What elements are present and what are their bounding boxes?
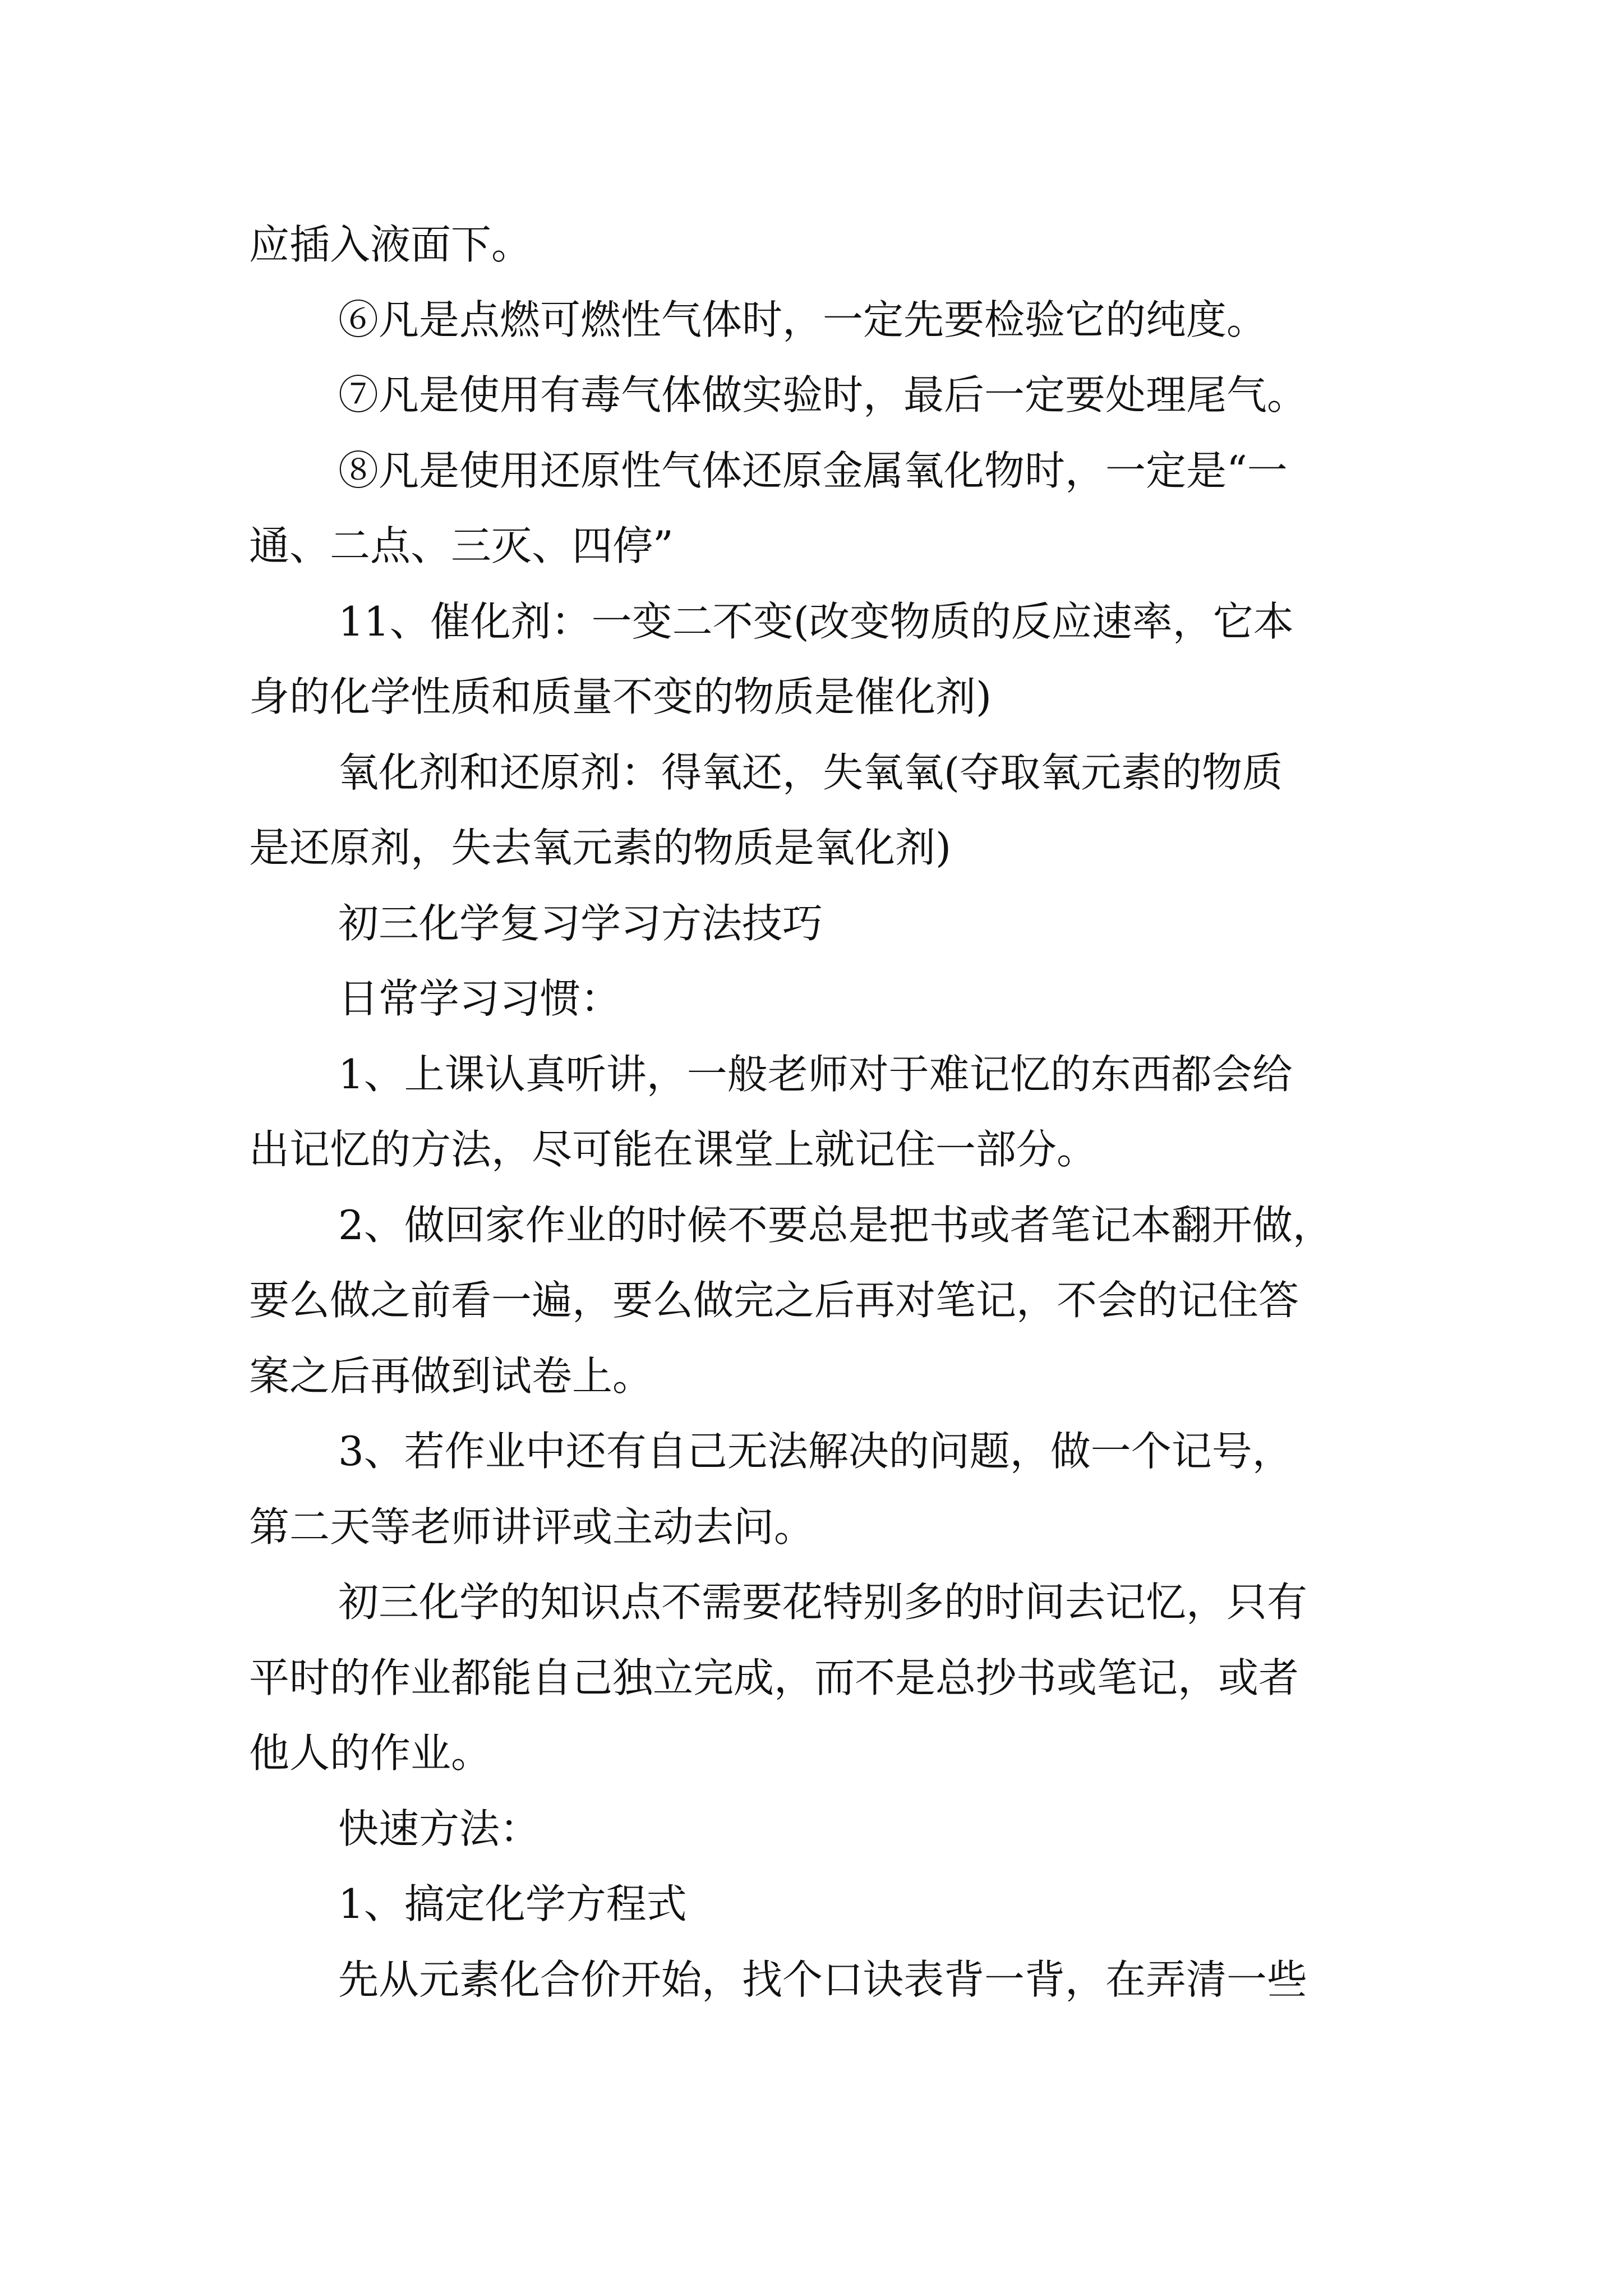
text-line-20: 平时的作业都能自己独立完成，而不是总抄书或笔记，或者 xyxy=(249,1654,1299,1701)
text-line-15: 要么做之前看一遍，要么做完之后再对笔记，不会的记住答 xyxy=(249,1277,1299,1324)
text-line-10: 初三化学复习学习方法技巧 xyxy=(338,900,823,947)
text-line-22: 快速方法： xyxy=(338,1805,541,1852)
text-line-23: 1、搞定化学方程式 xyxy=(338,1880,687,1927)
text-line-6: 11、催化剂：一变二不变(改变物质的反应速率，它本 xyxy=(338,598,1294,645)
text-line-21: 他人的作业。 xyxy=(249,1729,492,1777)
text-line-2: ⑥凡是点燃可燃性气体时，一定先要检验它的纯度。 xyxy=(338,296,1267,343)
text-line-12: 1、上课认真听讲，一般老师对于难记忆的东西都会给 xyxy=(338,1051,1293,1098)
text-line-18: 第二天等老师讲评或主动去问。 xyxy=(249,1503,815,1550)
text-line-9: 是还原剂，失去氧元素的物质是氧化剂) xyxy=(249,824,952,871)
text-line-5: 通、二点、三灭、四停” xyxy=(249,522,674,569)
text-line-7: 身的化学性质和质量不变的物质是催化剂) xyxy=(249,673,992,720)
text-line-8: 氧化剂和还原剂：得氧还，失氧氧(夺取氧元素的物质 xyxy=(338,749,1283,796)
text-line-13: 出记忆的方法，尽可能在课堂上就记住一部分。 xyxy=(249,1126,1098,1173)
text-line-1: 应插入液面下。 xyxy=(249,221,532,268)
text-line-19: 初三化学的知识点不需要花特别多的时间去记忆，只有 xyxy=(338,1579,1308,1626)
text-line-11: 日常学习习惯： xyxy=(338,975,621,1022)
text-line-14: 2、做回家作业的时候不要总是把书或者笔记本翻开做， xyxy=(338,1202,1333,1249)
text-line-16: 案之后再做到试卷上。 xyxy=(249,1352,653,1400)
text-line-3: ⑦凡是使用有毒气体做实验时，最后一定要处理尾气。 xyxy=(338,371,1308,418)
text-line-4: ⑧凡是使用还原性气体还原金属氧化物时，一定是“一 xyxy=(338,447,1288,494)
text-line-17: 3、若作业中还有自己无法解决的问题，做一个记号， xyxy=(338,1428,1293,1475)
text-line-24: 先从元素化合价开始，找个口诀表背一背，在弄清一些 xyxy=(338,1956,1308,2003)
